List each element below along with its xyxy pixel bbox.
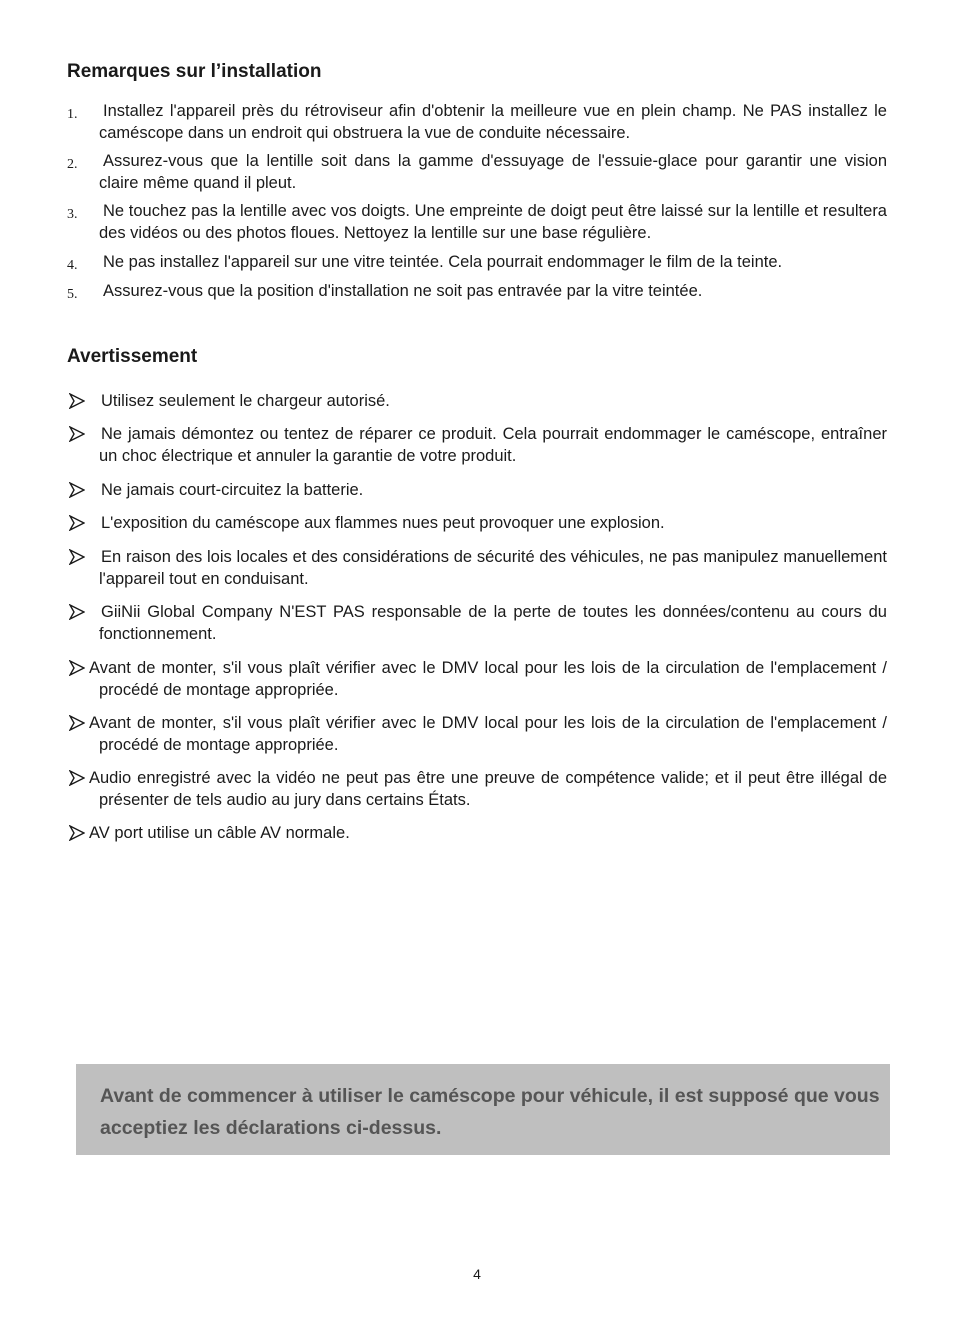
warning-item-6: [67, 602, 887, 645]
arrow-right-icon: [69, 549, 85, 565]
warning-item-text: Avant de monter, s'il vous plaît vérifier avec le DMV local pour les lois de la circulation de l'emplacement / procédé de montage appropriée.: [89, 659, 887, 699]
arrow-right-icon: [69, 393, 85, 409]
install-item-number: 1.: [67, 107, 78, 122]
arrow-right-icon: [69, 770, 85, 786]
warning-item-text: L'exposition du caméscope aux flammes nues peut provoquer une explosion.: [101, 514, 665, 532]
arrow-right-icon: [69, 715, 85, 731]
notice-box: [76, 1064, 890, 1155]
arrow-right-icon: [69, 426, 85, 442]
install-item-text: Installez l'appareil près du rétroviseur afin d'obtenir la meilleure vue en plein champ. Ne PAS installez le caméscope dans un endroit qui obstruera la vue de conduite nécessaire.: [99, 102, 887, 142]
install-item-text: Ne touchez pas la lentille avec vos doigts. Une empreinte de doigt peut être laissé sur la lentille et resultera des vidéos ou des photos floues. Nettoyez la lentille sur une base régulière.: [99, 202, 887, 242]
warning-item-text: AV port utilise un câble AV normale.: [89, 824, 350, 842]
install-item-number: 5.: [67, 287, 78, 302]
arrow-right-icon: [69, 660, 85, 676]
warning-item-text: GiiNii Global Company N'EST PAS responsable de la perte de toutes les données/contenu au cours du fonctionnement.: [99, 603, 887, 643]
arrow-right-icon: [69, 604, 85, 620]
install-item-number: 2.: [67, 157, 78, 172]
warning-item-text: Ne jamais démontez ou tentez de réparer ce produit. Cela pourrait endommager le caméscope, entraîner un choc électrique et annuler la garantie de votre produit.: [99, 425, 887, 465]
notice-text: Avant de commencer à utiliser le caméscope pour véhicule, il est supposé que vous acceptiez les déclarations ci-dessus.: [100, 1085, 880, 1139]
arrow-right-icon: [69, 515, 85, 531]
warning-item-text: En raison des lois locales et des considérations de sécurité des véhicules, ne pas manipulez manuellement l'appareil tout en conduisant.: [99, 548, 887, 588]
install-item-3: [67, 201, 887, 244]
install-item-2: [67, 151, 887, 194]
warning-item-5: [67, 547, 887, 590]
arrow-right-icon: [69, 825, 85, 841]
install-item-text: Ne pas installez l'appareil sur une vitre teintée. Cela pourrait endommager le film de la teinte.: [103, 253, 783, 271]
install-item-number: 4.: [67, 258, 78, 273]
warning-item-3: [67, 480, 887, 502]
warning-item-8: [67, 713, 887, 756]
install-heading: Remarques sur l’installation: [67, 61, 322, 82]
warning-item-7: [67, 658, 887, 701]
page-number: 4: [473, 1266, 481, 1282]
warning-item-4: [67, 513, 887, 535]
warning-heading: Avertissement: [67, 346, 198, 367]
warning-item-text: Audio enregistré avec la vidéo ne peut pas être une preuve de compétence valide; et il peut être illégal de présenter de tels audio au jury dans certains États.: [89, 769, 887, 809]
warning-item-9: [67, 768, 887, 811]
install-item-4: [67, 252, 887, 274]
install-item-number: 3.: [67, 207, 78, 222]
warning-item-text: Ne jamais court-circuitez la batterie.: [101, 481, 364, 499]
warning-item-1: [67, 391, 887, 413]
install-item-text: Assurez-vous que la lentille soit dans la gamme d'essuyage de l'essuie-glace pour garantir une vision claire même quand il pleut.: [99, 152, 887, 192]
install-item-1: [67, 101, 887, 144]
warning-item-2: [67, 424, 887, 467]
install-item-5: [67, 281, 887, 303]
arrow-right-icon: [69, 482, 85, 498]
warning-item-text: Avant de monter, s'il vous plaît vérifier avec le DMV local pour les lois de la circulation de l'emplacement / procédé de montage appropriée.: [89, 714, 887, 754]
warning-item-10: [67, 823, 887, 845]
warning-item-text: Utilisez seulement le chargeur autorisé.: [101, 392, 390, 410]
install-item-text: Assurez-vous que la position d'installation ne soit pas entravée par la vitre teintée.: [103, 282, 703, 300]
